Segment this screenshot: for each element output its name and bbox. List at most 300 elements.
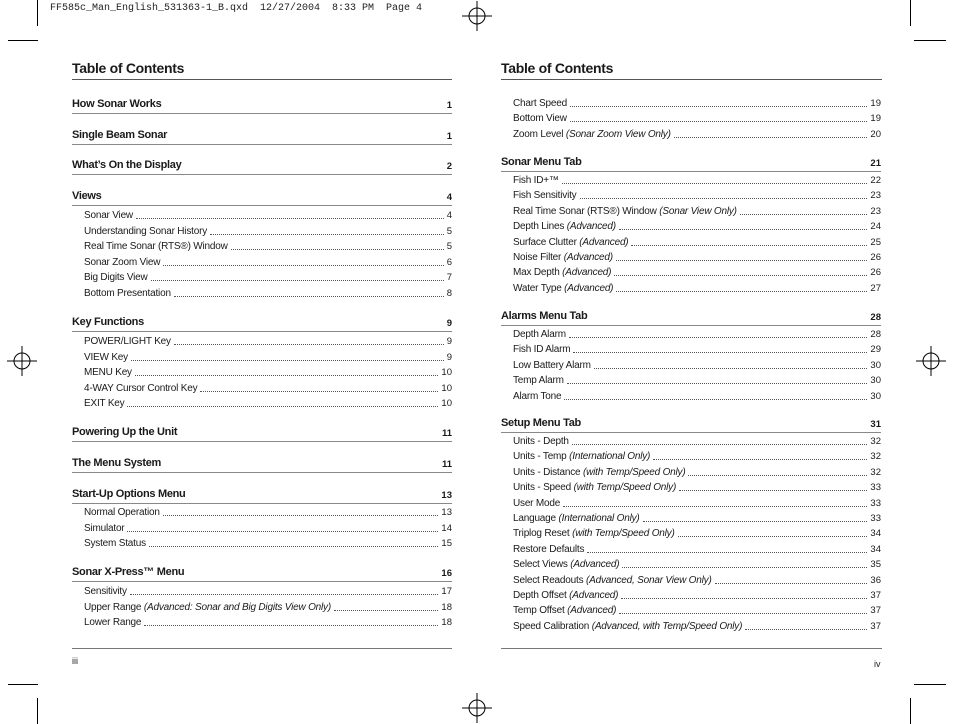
toc-subentry [84, 351, 452, 364]
section-page: 2 [446, 161, 452, 172]
subentry-label [513, 513, 640, 525]
crop-mark [910, 0, 911, 26]
subentry-label [84, 226, 207, 238]
toc-subentry [84, 271, 452, 284]
subentry-page: 36 [870, 574, 881, 586]
registration-mark-icon [916, 346, 946, 376]
subentry-title: Language [513, 513, 556, 524]
toc-subentry [84, 256, 452, 269]
subentry-title: Lower Range [84, 617, 142, 629]
toc-subentry [513, 282, 881, 295]
subentry-title: Noise Filter [513, 252, 562, 263]
subentry-page: 33 [870, 497, 881, 509]
section-page: 21 [870, 158, 881, 169]
dot-leader [745, 628, 867, 630]
subentry-page: 28 [870, 329, 881, 340]
toc-subentry [513, 620, 881, 633]
subentry-page: 20 [870, 128, 881, 140]
subentry-label [84, 336, 171, 348]
dot-leader [131, 359, 444, 361]
dot-leader [563, 505, 867, 507]
subentry-page: 37 [870, 620, 881, 632]
subentry-title: Chart Speed [513, 98, 567, 109]
subentry-title: Upper Range [84, 601, 142, 613]
subentry-label [513, 575, 712, 587]
subentry-label [84, 523, 124, 535]
section-page: 28 [870, 312, 881, 323]
crop-mark [8, 684, 38, 685]
subentry-page: 9 [446, 351, 452, 363]
dot-leader [587, 551, 867, 553]
subentry-page: 23 [870, 205, 881, 217]
subentry-page: 17 [441, 586, 452, 597]
dot-leader [151, 279, 444, 281]
dot-leader [136, 217, 444, 219]
subentry-page: 13 [441, 507, 452, 518]
dot-leader [740, 213, 868, 215]
section-divider [72, 113, 452, 114]
subentry-title: Water Type [513, 282, 562, 294]
subentry-title: Restore Defaults [513, 543, 585, 555]
section-divider [72, 144, 452, 145]
crop-mark [910, 698, 911, 724]
subentry-title: Depth Offset [513, 590, 567, 601]
dot-leader [616, 259, 868, 261]
dot-leader [614, 274, 867, 276]
subentry-label [513, 391, 561, 403]
toc-section [501, 310, 881, 324]
folio-left: iii [72, 656, 78, 666]
toc-subentry [84, 225, 452, 238]
toc-subentry [513, 236, 881, 249]
subentry-title: Understanding Sonar History [84, 225, 207, 237]
dot-leader [621, 597, 867, 599]
section-divider [72, 174, 452, 175]
subentry-title: Max Depth [513, 267, 560, 279]
dot-leader [127, 530, 438, 532]
toc-subentry [513, 374, 881, 387]
toc-subentry [513, 589, 881, 602]
dot-leader [572, 443, 868, 445]
section-divider [72, 205, 452, 206]
section-page: 9 [446, 318, 452, 329]
section-title: Setup Menu Tab [501, 417, 581, 429]
section-page: 1 [446, 131, 452, 142]
subentry-title: Surface Clutter [513, 236, 577, 248]
registration-mark-icon [462, 1, 492, 31]
dot-leader [674, 136, 868, 138]
subentry-page: 32 [870, 436, 881, 447]
toc-subentry [84, 585, 452, 598]
subentry-label [84, 272, 148, 284]
subentry-label [84, 538, 146, 550]
subentry-page: 27 [870, 282, 881, 294]
dot-leader [231, 248, 444, 250]
dot-leader [715, 582, 868, 584]
subentry-label [84, 602, 331, 614]
subentry-label [513, 129, 671, 141]
subentry-label [513, 451, 650, 463]
dot-leader [594, 367, 868, 369]
subentry-page: 37 [870, 590, 881, 601]
dot-leader [144, 624, 438, 626]
subentry-label [513, 221, 616, 233]
section-page: 4 [446, 192, 452, 203]
subentry-label [513, 329, 566, 341]
dot-leader [573, 351, 867, 353]
subentry-title: EXIT Key [84, 398, 125, 410]
subentry-note: (Advanced) [563, 252, 613, 263]
subentry-label [513, 360, 591, 372]
subentry-label [513, 283, 613, 295]
subentry-page: 5 [446, 241, 452, 253]
subentry-title: Zoom Level [513, 128, 564, 140]
section-divider [72, 331, 452, 332]
section-page: 31 [870, 419, 881, 430]
section-page: 1 [446, 100, 452, 111]
subentry-page: 10 [441, 398, 452, 410]
subentry-label [84, 586, 127, 598]
dot-leader [334, 609, 438, 611]
subentry-label [513, 267, 611, 279]
subentry-title: MENU Key [84, 367, 132, 379]
toc-section [72, 488, 452, 502]
subentry-page: 32 [870, 466, 881, 478]
toc-subentry [513, 466, 881, 479]
subentry-page: 4 [446, 210, 452, 221]
dot-leader [679, 489, 867, 491]
toc-section [501, 156, 881, 170]
toc-subentry [513, 251, 881, 264]
subentry-label [513, 482, 676, 494]
subentry-note: (Advanced: Sonar and Big Digits View Only) [143, 601, 331, 613]
subentry-label [84, 257, 160, 269]
subentry-note: (with Temp/Speed Only) [572, 528, 675, 540]
subentry-page: 14 [441, 522, 452, 534]
dot-leader [570, 105, 867, 107]
toc-subentry [513, 527, 881, 540]
dot-leader [200, 390, 438, 392]
subentry-page: 15 [441, 538, 452, 550]
toc-subentry [513, 97, 881, 110]
subentry-page: 10 [441, 382, 452, 394]
subentry-label [84, 507, 160, 519]
subentry-note: (Advanced) [567, 605, 617, 617]
registration-mark-icon [462, 693, 492, 723]
subentry-label [513, 621, 742, 633]
subentry-page: 9 [446, 336, 452, 347]
toc-subentry [84, 366, 452, 379]
toc-subentry [513, 359, 881, 372]
subentry-page: 19 [870, 113, 881, 125]
section-title: Key Functions [72, 316, 144, 328]
section-title: Alarms Menu Tab [501, 310, 588, 322]
subentry-label [513, 206, 737, 218]
subentry-label [513, 559, 619, 571]
toc-subentry [84, 522, 452, 535]
toc-subentry [513, 220, 881, 233]
toc-subentry [513, 497, 881, 510]
subentry-title: Low Battery Alarm [513, 359, 591, 371]
toc-subentry [513, 112, 881, 125]
subentry-page: 5 [446, 225, 452, 237]
subentry-note: (Advanced, Sonar View Only) [585, 574, 712, 586]
toc-subentry [513, 128, 881, 141]
toc-subentry [513, 543, 881, 556]
subentry-page: 22 [870, 175, 881, 186]
subentry-label [513, 190, 577, 202]
dot-leader [643, 520, 868, 522]
dot-leader [688, 474, 867, 476]
toc-subentry [84, 240, 452, 253]
subentry-note: (with Temp/Speed Only) [573, 482, 677, 494]
subentry-note: (International Only) [569, 451, 651, 463]
subentry-note: (Advanced) [570, 559, 620, 571]
dot-leader [580, 197, 868, 199]
subentry-label [513, 528, 675, 540]
subentry-page: 32 [870, 451, 881, 463]
subentry-label [513, 605, 616, 617]
subentry-page: 23 [870, 190, 881, 202]
subentry-title: Real Time Sonar (RTS®) Window [513, 205, 657, 217]
subentry-title: Bottom View [513, 113, 567, 125]
subentry-label [84, 352, 128, 364]
toc-subentry [84, 287, 452, 300]
subentry-title: Units - Distance [513, 466, 581, 478]
dot-leader [622, 566, 867, 568]
subentry-label [513, 175, 559, 187]
crop-mark [914, 40, 946, 41]
dot-leader [149, 545, 439, 547]
dot-leader [564, 398, 867, 400]
subentry-title: Bottom Presentation [84, 288, 171, 299]
subentry-title: Fish ID Alarm [513, 344, 571, 356]
toc-subentry [513, 558, 881, 571]
subentry-page: 7 [446, 272, 452, 284]
subentry-note: (Advanced) [566, 221, 616, 233]
toc-section [72, 566, 452, 580]
section-page: 13 [441, 490, 452, 501]
dot-leader [130, 593, 439, 595]
subentry-page: 30 [870, 375, 881, 387]
subentry-label [513, 544, 584, 556]
subentry-note: (Sonar Zoom View Only) [565, 128, 671, 140]
dot-leader [135, 374, 439, 376]
subentry-title: Units - Depth [513, 436, 569, 447]
subentry-label [84, 383, 197, 395]
subentry-note: (Sonar View Only) [659, 205, 737, 217]
toc-subentry [513, 574, 881, 587]
toc-subentry [513, 189, 881, 202]
section-title: Views [72, 190, 102, 202]
dot-leader [653, 458, 867, 460]
subentry-label [513, 436, 569, 448]
section-divider [501, 325, 881, 326]
subentry-page: 19 [870, 98, 881, 109]
toc-section [72, 426, 452, 440]
dot-leader [163, 264, 443, 266]
subentry-page: 26 [870, 252, 881, 263]
toc-subentry [84, 209, 452, 222]
subentry-label [513, 98, 567, 110]
folio-right: iv [874, 659, 881, 669]
subentry-page: 18 [441, 617, 452, 629]
subentry-label [513, 498, 560, 510]
dot-leader [174, 343, 444, 345]
subentry-title: VIEW Key [84, 351, 128, 363]
section-page: 16 [441, 568, 452, 579]
dot-leader [127, 405, 438, 407]
subentry-label [513, 467, 685, 479]
section-title: Sonar X-Press™ Menu [72, 566, 185, 578]
subentry-title: Triplog Reset [513, 528, 570, 540]
footer-divider [72, 648, 452, 649]
subentry-label [84, 241, 228, 253]
dot-leader [163, 514, 439, 516]
subentry-title: Units - Temp [513, 451, 567, 463]
dot-leader [174, 295, 444, 297]
section-title: How Sonar Works [72, 98, 162, 110]
subentry-title: Speed Calibration [513, 620, 590, 632]
subentry-label [84, 398, 124, 410]
toc-section [72, 129, 452, 143]
section-title: The Menu System [72, 457, 162, 469]
crop-mark [37, 698, 38, 724]
subentry-page: 33 [870, 513, 881, 524]
subentry-note: (Advanced) [579, 236, 629, 248]
file-slug: FF585c_Man_English_531363-1_B.qxd 12/27/2004 8:33 PM Page 4 [50, 3, 423, 14]
subentry-note: (Advanced, with Temp/Speed Only) [591, 620, 743, 632]
subentry-title: User Mode [513, 497, 561, 509]
section-title: What’s On the Display [72, 159, 182, 171]
section-title: Start-Up Options Menu [72, 488, 186, 500]
footer-divider [501, 648, 882, 649]
subentry-page: 25 [870, 236, 881, 248]
dot-leader [619, 228, 868, 230]
subentry-title: Depth Lines [513, 221, 565, 233]
subentry-note: (Advanced) [562, 267, 612, 279]
dot-leader [210, 233, 444, 235]
subentry-page: 10 [441, 367, 452, 379]
toc-section [72, 457, 452, 471]
section-divider [501, 432, 881, 433]
subentry-title: Alarm Tone [513, 390, 562, 402]
dot-leader [562, 182, 868, 184]
subentry-label [513, 237, 628, 249]
section-page: 11 [441, 459, 452, 470]
section-page: 11 [441, 428, 452, 439]
subentry-page: 34 [870, 528, 881, 540]
toc-subentry [84, 335, 452, 348]
toc-subentry [513, 343, 881, 356]
subentry-title: POWER/LIGHT Key [84, 336, 171, 347]
subentry-title: 4-WAY Cursor Control Key [84, 382, 198, 394]
subentry-label [84, 367, 132, 379]
section-divider [72, 472, 452, 473]
toc-subentry [513, 205, 881, 218]
crop-mark [914, 684, 946, 685]
toc-section [501, 417, 881, 431]
toc-subentry [84, 537, 452, 550]
dot-leader [570, 120, 868, 122]
subentry-label [513, 590, 618, 602]
subentry-title: Real Time Sonar (RTS®) Window [84, 241, 228, 253]
toc-subentry [513, 266, 881, 279]
section-title: Single Beam Sonar [72, 129, 168, 141]
subentry-label [513, 252, 613, 264]
subentry-page: 30 [870, 359, 881, 371]
subentry-label [513, 344, 570, 356]
subentry-title: Normal Operation [84, 507, 160, 518]
subentry-title: Select Views [513, 559, 568, 571]
subentry-note: (with Temp/Speed Only) [582, 466, 686, 478]
toc-subentry [513, 435, 881, 448]
subentry-page: 35 [870, 559, 881, 571]
subentry-label [513, 375, 564, 387]
dot-leader [569, 336, 868, 338]
subentry-page: 6 [446, 256, 452, 268]
subentry-title: Fish ID+™ [513, 175, 559, 186]
toc-subentry [513, 328, 881, 341]
section-title: Powering Up the Unit [72, 426, 178, 438]
toc-subentry [513, 481, 881, 494]
subentry-note: (Advanced) [564, 282, 614, 294]
toc-subentry [513, 174, 881, 187]
title-divider [72, 79, 452, 80]
subentry-page: 26 [870, 267, 881, 279]
subentry-page: 24 [870, 221, 881, 233]
subentry-page: 29 [870, 344, 881, 356]
subentry-page: 18 [441, 601, 452, 613]
toc-subentry [84, 616, 452, 629]
subentry-title: Select Readouts [513, 574, 584, 586]
dot-leader [567, 382, 868, 384]
toc-subentry [84, 601, 452, 614]
subentry-page: 34 [870, 543, 881, 555]
section-title: Sonar Menu Tab [501, 156, 582, 168]
crop-mark [8, 40, 38, 41]
subentry-page: 8 [446, 288, 452, 299]
crop-mark [37, 0, 38, 26]
toc-subentry [513, 450, 881, 463]
subentry-title: Temp Alarm [513, 375, 564, 387]
dot-leader [631, 244, 867, 246]
toc-subentry [513, 390, 881, 403]
subentry-note: (International Only) [558, 513, 640, 524]
toc-subentry [84, 382, 452, 395]
section-divider [72, 441, 452, 442]
dot-leader [619, 612, 867, 614]
toc-subentry [84, 506, 452, 519]
section-divider [72, 503, 452, 504]
subentry-title: Temp Offset [513, 605, 565, 617]
subentry-title: Depth Alarm [513, 329, 566, 340]
subentry-page: 30 [870, 390, 881, 402]
section-divider [501, 171, 881, 172]
subentry-title: Sonar Zoom View [84, 256, 161, 268]
subentry-label [84, 210, 133, 222]
toc-subentry [84, 397, 452, 410]
subentry-page: 37 [870, 605, 881, 617]
subentry-label [84, 617, 141, 629]
page-title: Table of Contents [501, 60, 614, 76]
toc-subentry [513, 512, 881, 525]
toc-section [72, 190, 452, 204]
subentry-title: System Status [84, 538, 146, 550]
subentry-title: Units - Speed [513, 482, 571, 494]
toc-section [72, 316, 452, 330]
subentry-title: Sensitivity [84, 586, 127, 597]
